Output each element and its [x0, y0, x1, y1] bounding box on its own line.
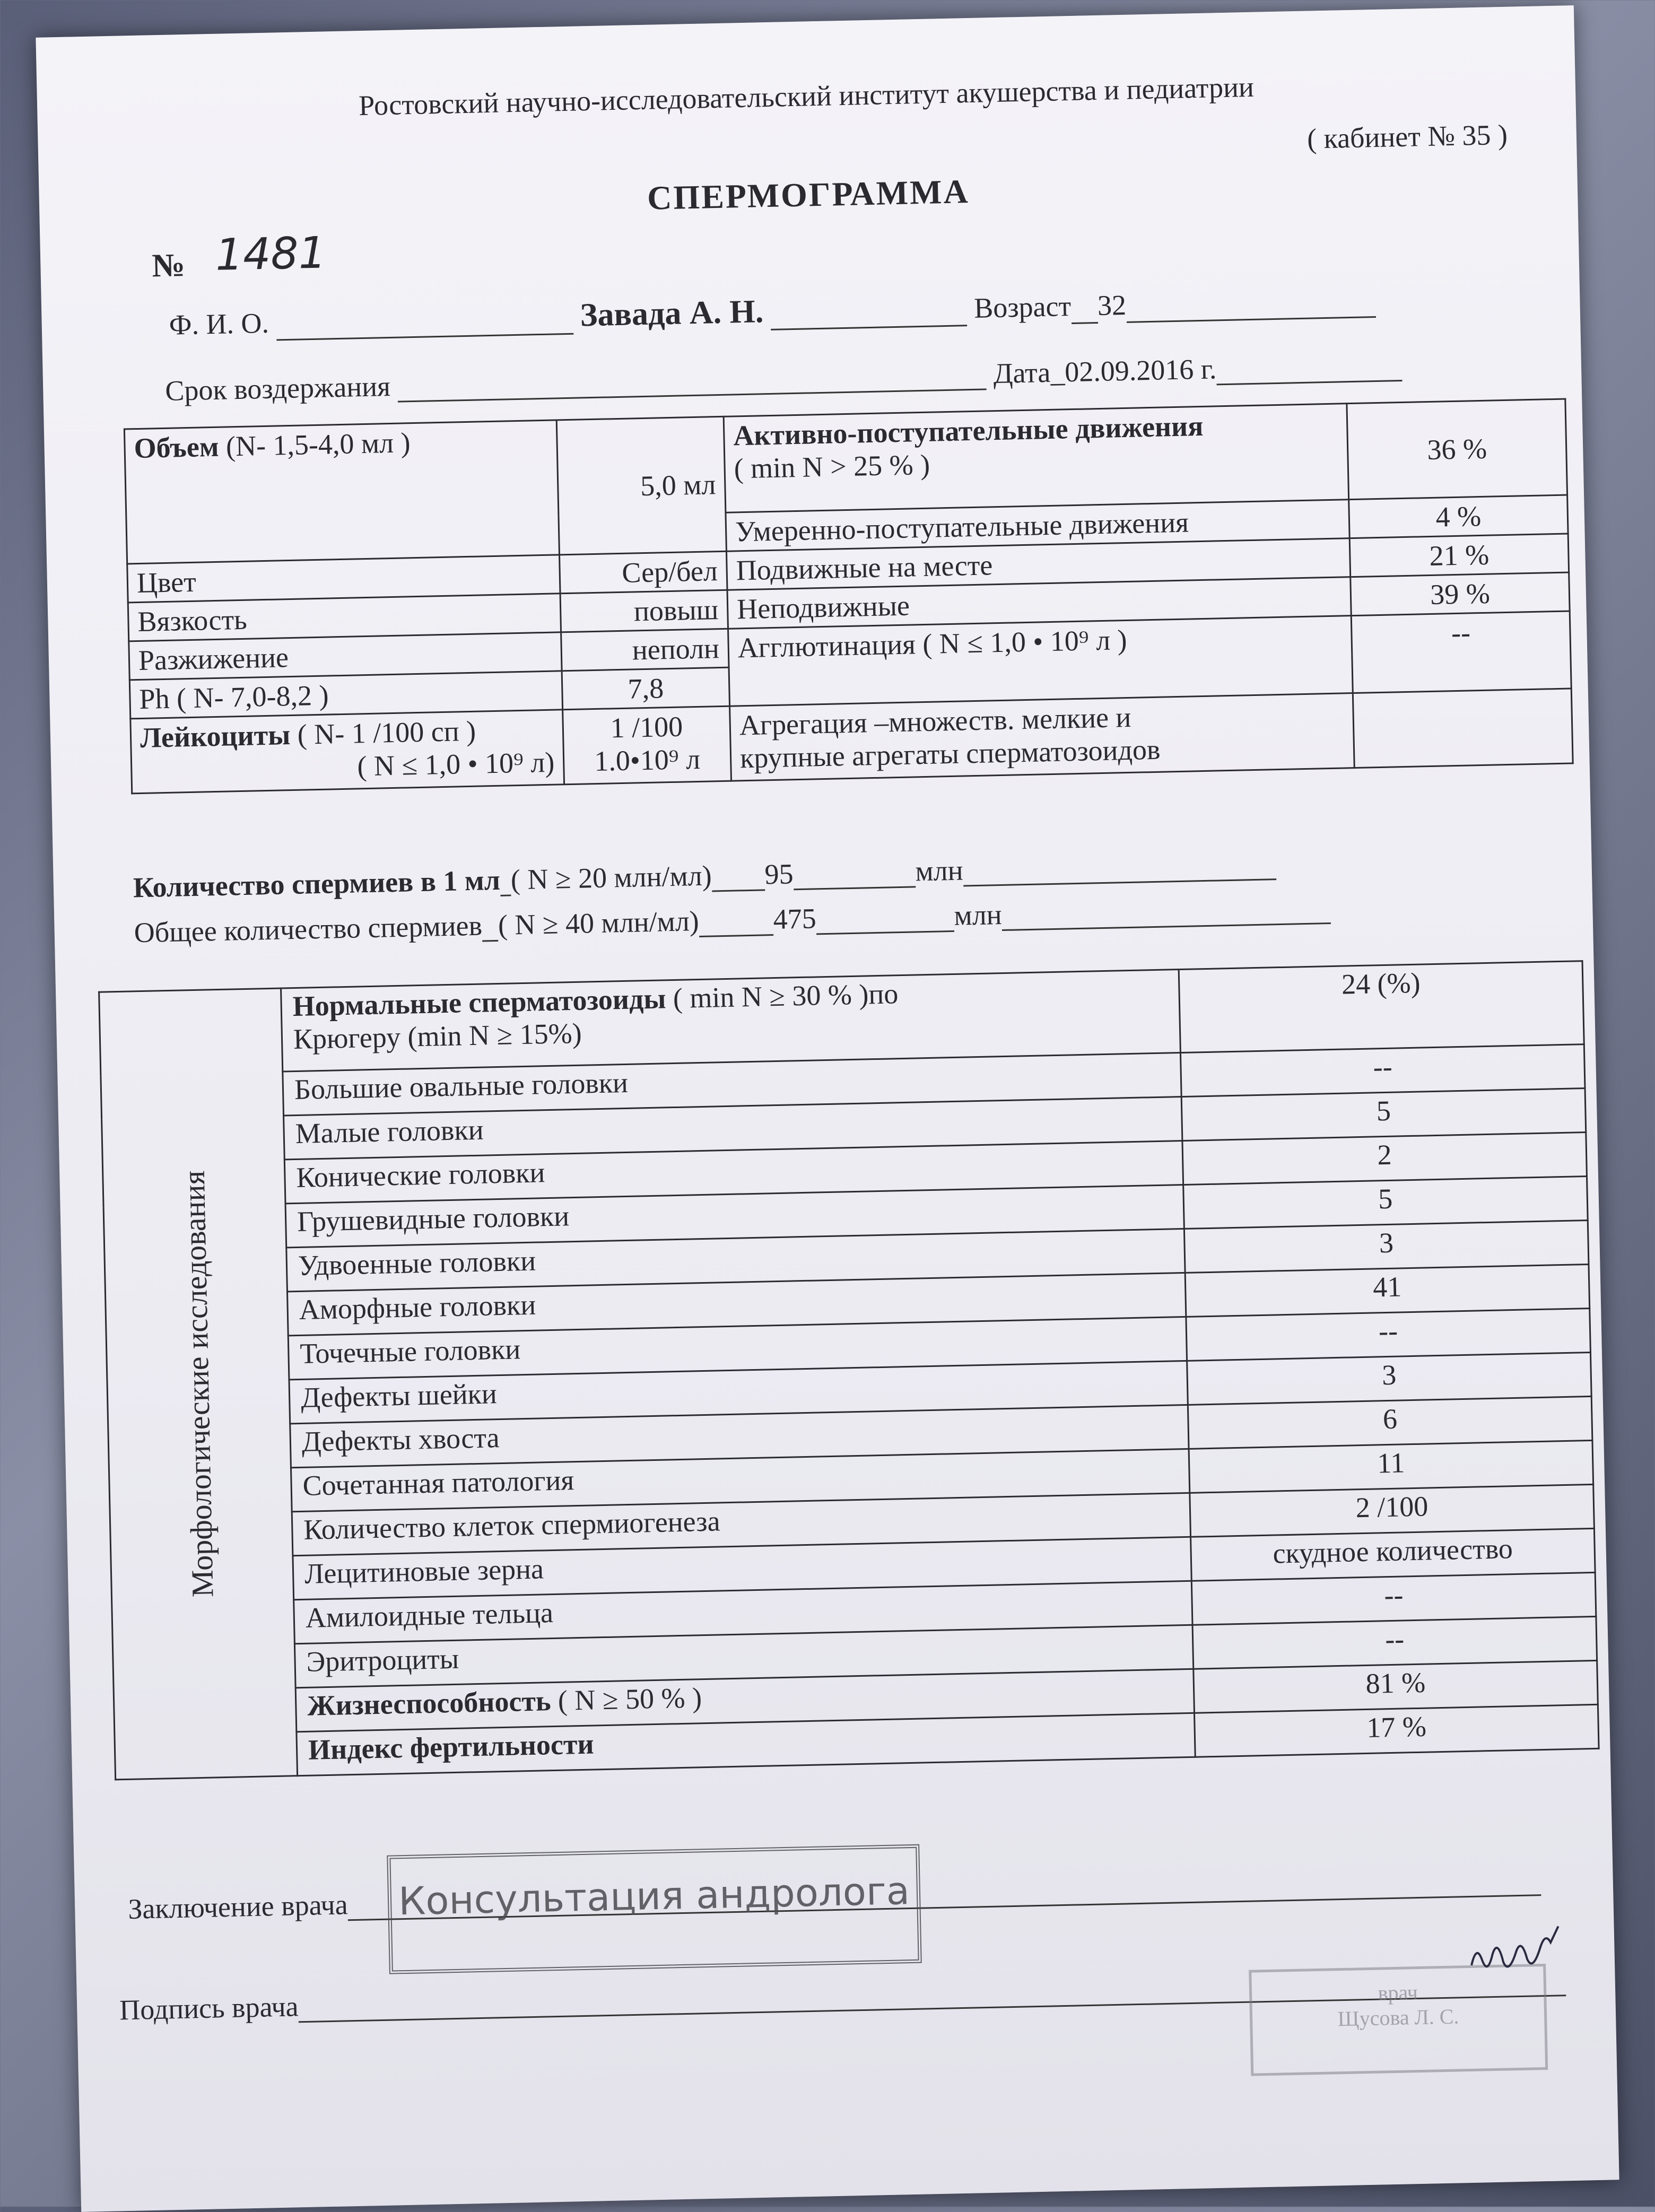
- stationary-motility-label: Подвижные на месте: [726, 538, 1350, 590]
- morph-row-large-oval: Большие овальные головки: [283, 1053, 1181, 1116]
- morph-value-double: 3: [1184, 1221, 1589, 1273]
- leukocytes-label: Лейкоциты ( N- 1 /100 сп ) ( N ≤ 1,0 • 10⁹ л): [130, 710, 564, 794]
- morph-value-spermatogenesis-cells: 2 /100: [1190, 1484, 1595, 1537]
- document-sheet: [36, 5, 1619, 2212]
- ph-label: Ph ( N- 7,0-8,2 ): [129, 671, 562, 719]
- morph-row-pinhead: Точечные головки: [288, 1317, 1187, 1379]
- morph-row-amyloid: Амилоидные тельца: [294, 1581, 1192, 1643]
- date-value: 02.09.2016 г.: [1064, 353, 1217, 388]
- morph-row-normal: Нормальные сперматозоиды ( min N ≥ 30 % )по Крюгеру (min N ≥ 15%): [281, 970, 1181, 1072]
- office-number: ( кабинет № 35 ): [1306, 118, 1508, 155]
- agglutination-label: Агглютинация ( N ≤ 1,0 • 10⁹ л ): [728, 616, 1353, 707]
- abstinence-row: [165, 349, 1403, 407]
- morph-row-conical: Конические головки: [284, 1141, 1183, 1204]
- total-count-norm: ( N ≥ 40 млн/мл): [498, 905, 700, 941]
- aggregation-label: Агрегация –множеств. мелкие и крупные агрегаты сперматозоидов: [730, 693, 1355, 781]
- moderate-motility-label: Умеренно-поступательные движения: [726, 500, 1349, 552]
- total-count-label: Общее количество спермиев: [134, 909, 483, 949]
- fio-label: Ф. И. О.: [169, 307, 269, 341]
- conclusion-label: Заключение врача: [127, 1888, 349, 1925]
- conclusion-stamp: Консультация андролога: [387, 1844, 921, 1974]
- morph-value-lecithin: скудное количество: [1191, 1528, 1596, 1581]
- morphology-side-label: Морфологические исследования: [99, 988, 298, 1780]
- active-motility-label: Активно-поступательные движения ( min N > 25 % ): [724, 404, 1349, 513]
- morph-value-pyriform: 5: [1183, 1177, 1588, 1229]
- patient-name: Завада А. Н.: [580, 293, 764, 334]
- ph-value: 7,8: [562, 667, 729, 710]
- signature-label: Подпись врача: [119, 1990, 299, 2026]
- date-label: Дата_: [993, 356, 1065, 390]
- morph-row-pyriform: Грушевидные головки: [285, 1185, 1184, 1247]
- stationary-motility-value: 21 %: [1349, 534, 1569, 577]
- morph-value-pinhead: --: [1186, 1308, 1591, 1361]
- morph-value-tail-defects: 6: [1188, 1396, 1592, 1449]
- morph-value-small-heads: 5: [1181, 1088, 1586, 1141]
- abstinence-label: Срок воздержания: [164, 370, 391, 407]
- morph-value-amyloid: --: [1191, 1572, 1596, 1625]
- morphology-table: [98, 960, 1600, 1780]
- concentration-unit: млн: [914, 854, 964, 887]
- morph-row-neck-defects: Дефекты шейки: [289, 1361, 1188, 1423]
- morph-value-fertility-index: 17 %: [1195, 1704, 1599, 1757]
- age-label: Возраст: [973, 290, 1072, 324]
- volume-label-cell: Объем (N- 1,5-4,0 мл ): [124, 420, 559, 564]
- morph-row-small-heads: Малые головки: [284, 1097, 1182, 1160]
- morph-value-conical: 2: [1182, 1133, 1587, 1185]
- total-count-value: 475: [772, 902, 817, 936]
- viscosity-value: повыш: [560, 590, 728, 632]
- morph-value-combined: 11: [1189, 1440, 1593, 1493]
- color-value: Сер/бел: [560, 551, 727, 594]
- morph-value-large-oval: --: [1180, 1044, 1585, 1097]
- liquefaction-label: Разжижение: [129, 632, 562, 680]
- institution-name: Ростовский научно-исследовательский институт акушерства и педиатрии: [358, 71, 1255, 122]
- liquefaction-value: неполн: [561, 629, 729, 671]
- concentration-value: 95: [764, 858, 794, 891]
- age-value: 32: [1097, 289, 1127, 322]
- immotile-label: Неподвижные: [727, 577, 1351, 629]
- main-parameters-table: [124, 398, 1574, 795]
- morph-value-normal: 24 (%): [1179, 961, 1584, 1053]
- morph-row-amorphous: Аморфные головки: [287, 1273, 1186, 1335]
- morph-row-tail-defects: Дефекты хвоста: [290, 1405, 1189, 1467]
- agglutination-value: --: [1351, 611, 1571, 693]
- number-value: 1481: [215, 228, 327, 281]
- color-label: Цвет: [127, 555, 560, 603]
- doctor-stamp: врач Щусова Л. С.: [1249, 1964, 1548, 2076]
- number-label: №: [151, 247, 186, 284]
- morph-row-fertility-index: Индекс фертильности: [297, 1713, 1195, 1775]
- leukocytes-value: 1 /100 1.0•10⁹ л: [563, 706, 731, 785]
- aggregation-value: [1353, 689, 1573, 768]
- morph-value-neck-defects: 3: [1187, 1352, 1592, 1405]
- morph-value-erythrocytes: --: [1192, 1616, 1597, 1669]
- morph-row-erythrocytes: Эритроциты: [294, 1625, 1193, 1687]
- concentration-norm: ( N ≥ 20 млн/мл): [510, 859, 712, 896]
- volume-value: 5,0 мл: [556, 416, 726, 555]
- morph-row-double: Удвоенные головки: [286, 1229, 1185, 1291]
- morph-row-vitality: Жизнеспособность ( N ≥ 50 % ): [295, 1669, 1194, 1731]
- active-motility-value: 36 %: [1347, 399, 1567, 500]
- morph-row-combined: Сочетанная патология: [291, 1449, 1189, 1511]
- morph-value-amorphous: 41: [1185, 1265, 1590, 1317]
- morph-row-spermatogenesis-cells: Количество клеток спермиогенеза: [292, 1493, 1190, 1555]
- morph-row-lecithin: Лецитиновые зерна: [293, 1537, 1191, 1599]
- viscosity-label: Вязкость: [128, 594, 561, 641]
- morph-value-vitality: 81 %: [1194, 1660, 1598, 1713]
- patient-row: [169, 280, 1376, 343]
- document-title: СПЕРМОГРАММА: [647, 172, 970, 217]
- moderate-motility-value: 4 %: [1349, 495, 1568, 538]
- concentration-label: Количество спермиев в 1 мл: [133, 864, 501, 904]
- immotile-value: 39 %: [1351, 572, 1570, 616]
- doctor-signature: [1465, 1921, 1567, 1981]
- total-count-unit: млн: [953, 899, 1003, 931]
